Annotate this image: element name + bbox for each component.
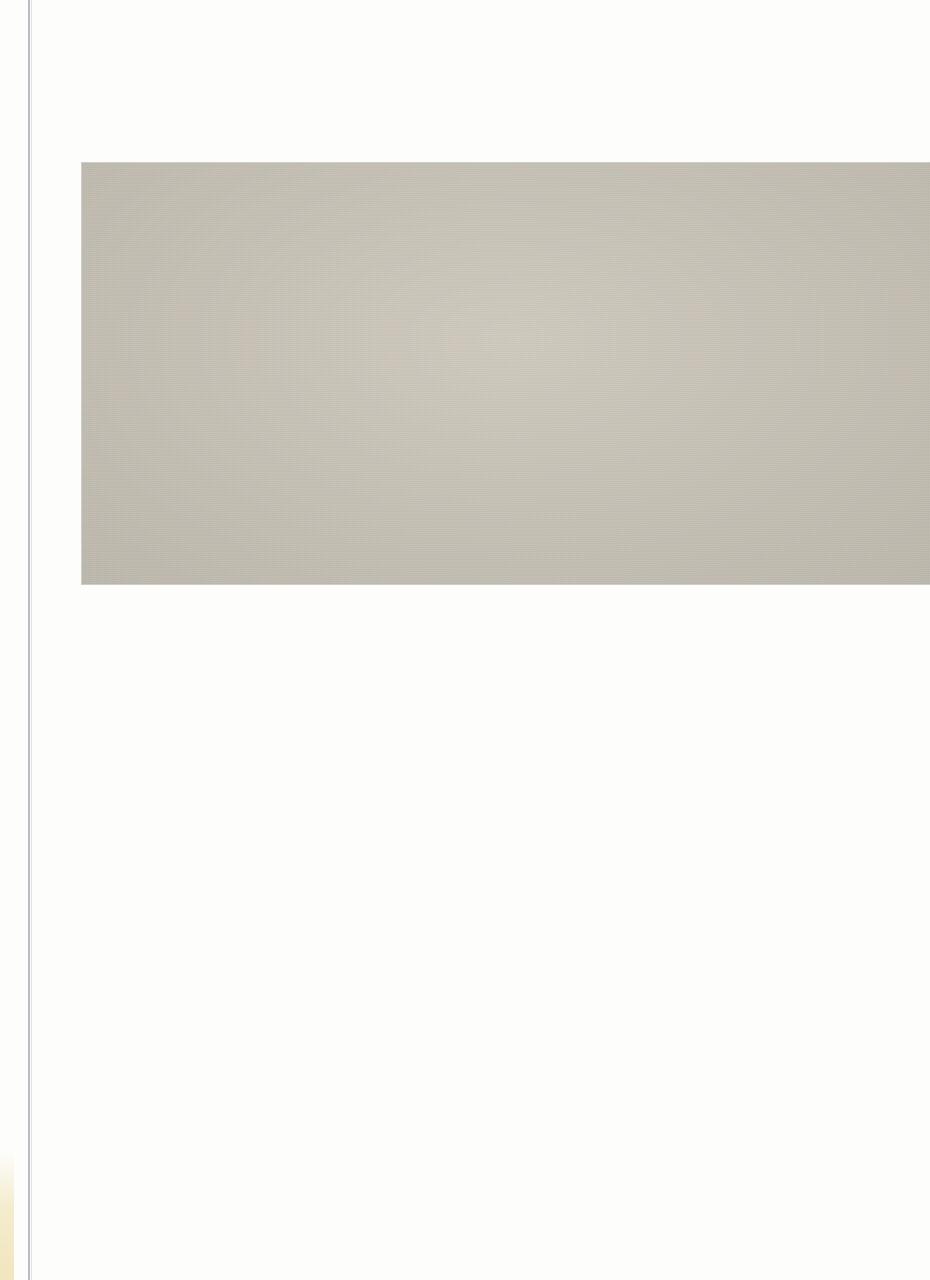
article-column	[38, 0, 910, 1280]
clipped-top-line	[38, 0, 910, 4]
column-divider-rule	[28, 0, 30, 1280]
adjacent-column-sliver	[0, 0, 26, 1280]
column-divider-shadow	[31, 0, 32, 1280]
article-photo	[82, 163, 930, 584]
group-photograph-image	[82, 163, 930, 584]
